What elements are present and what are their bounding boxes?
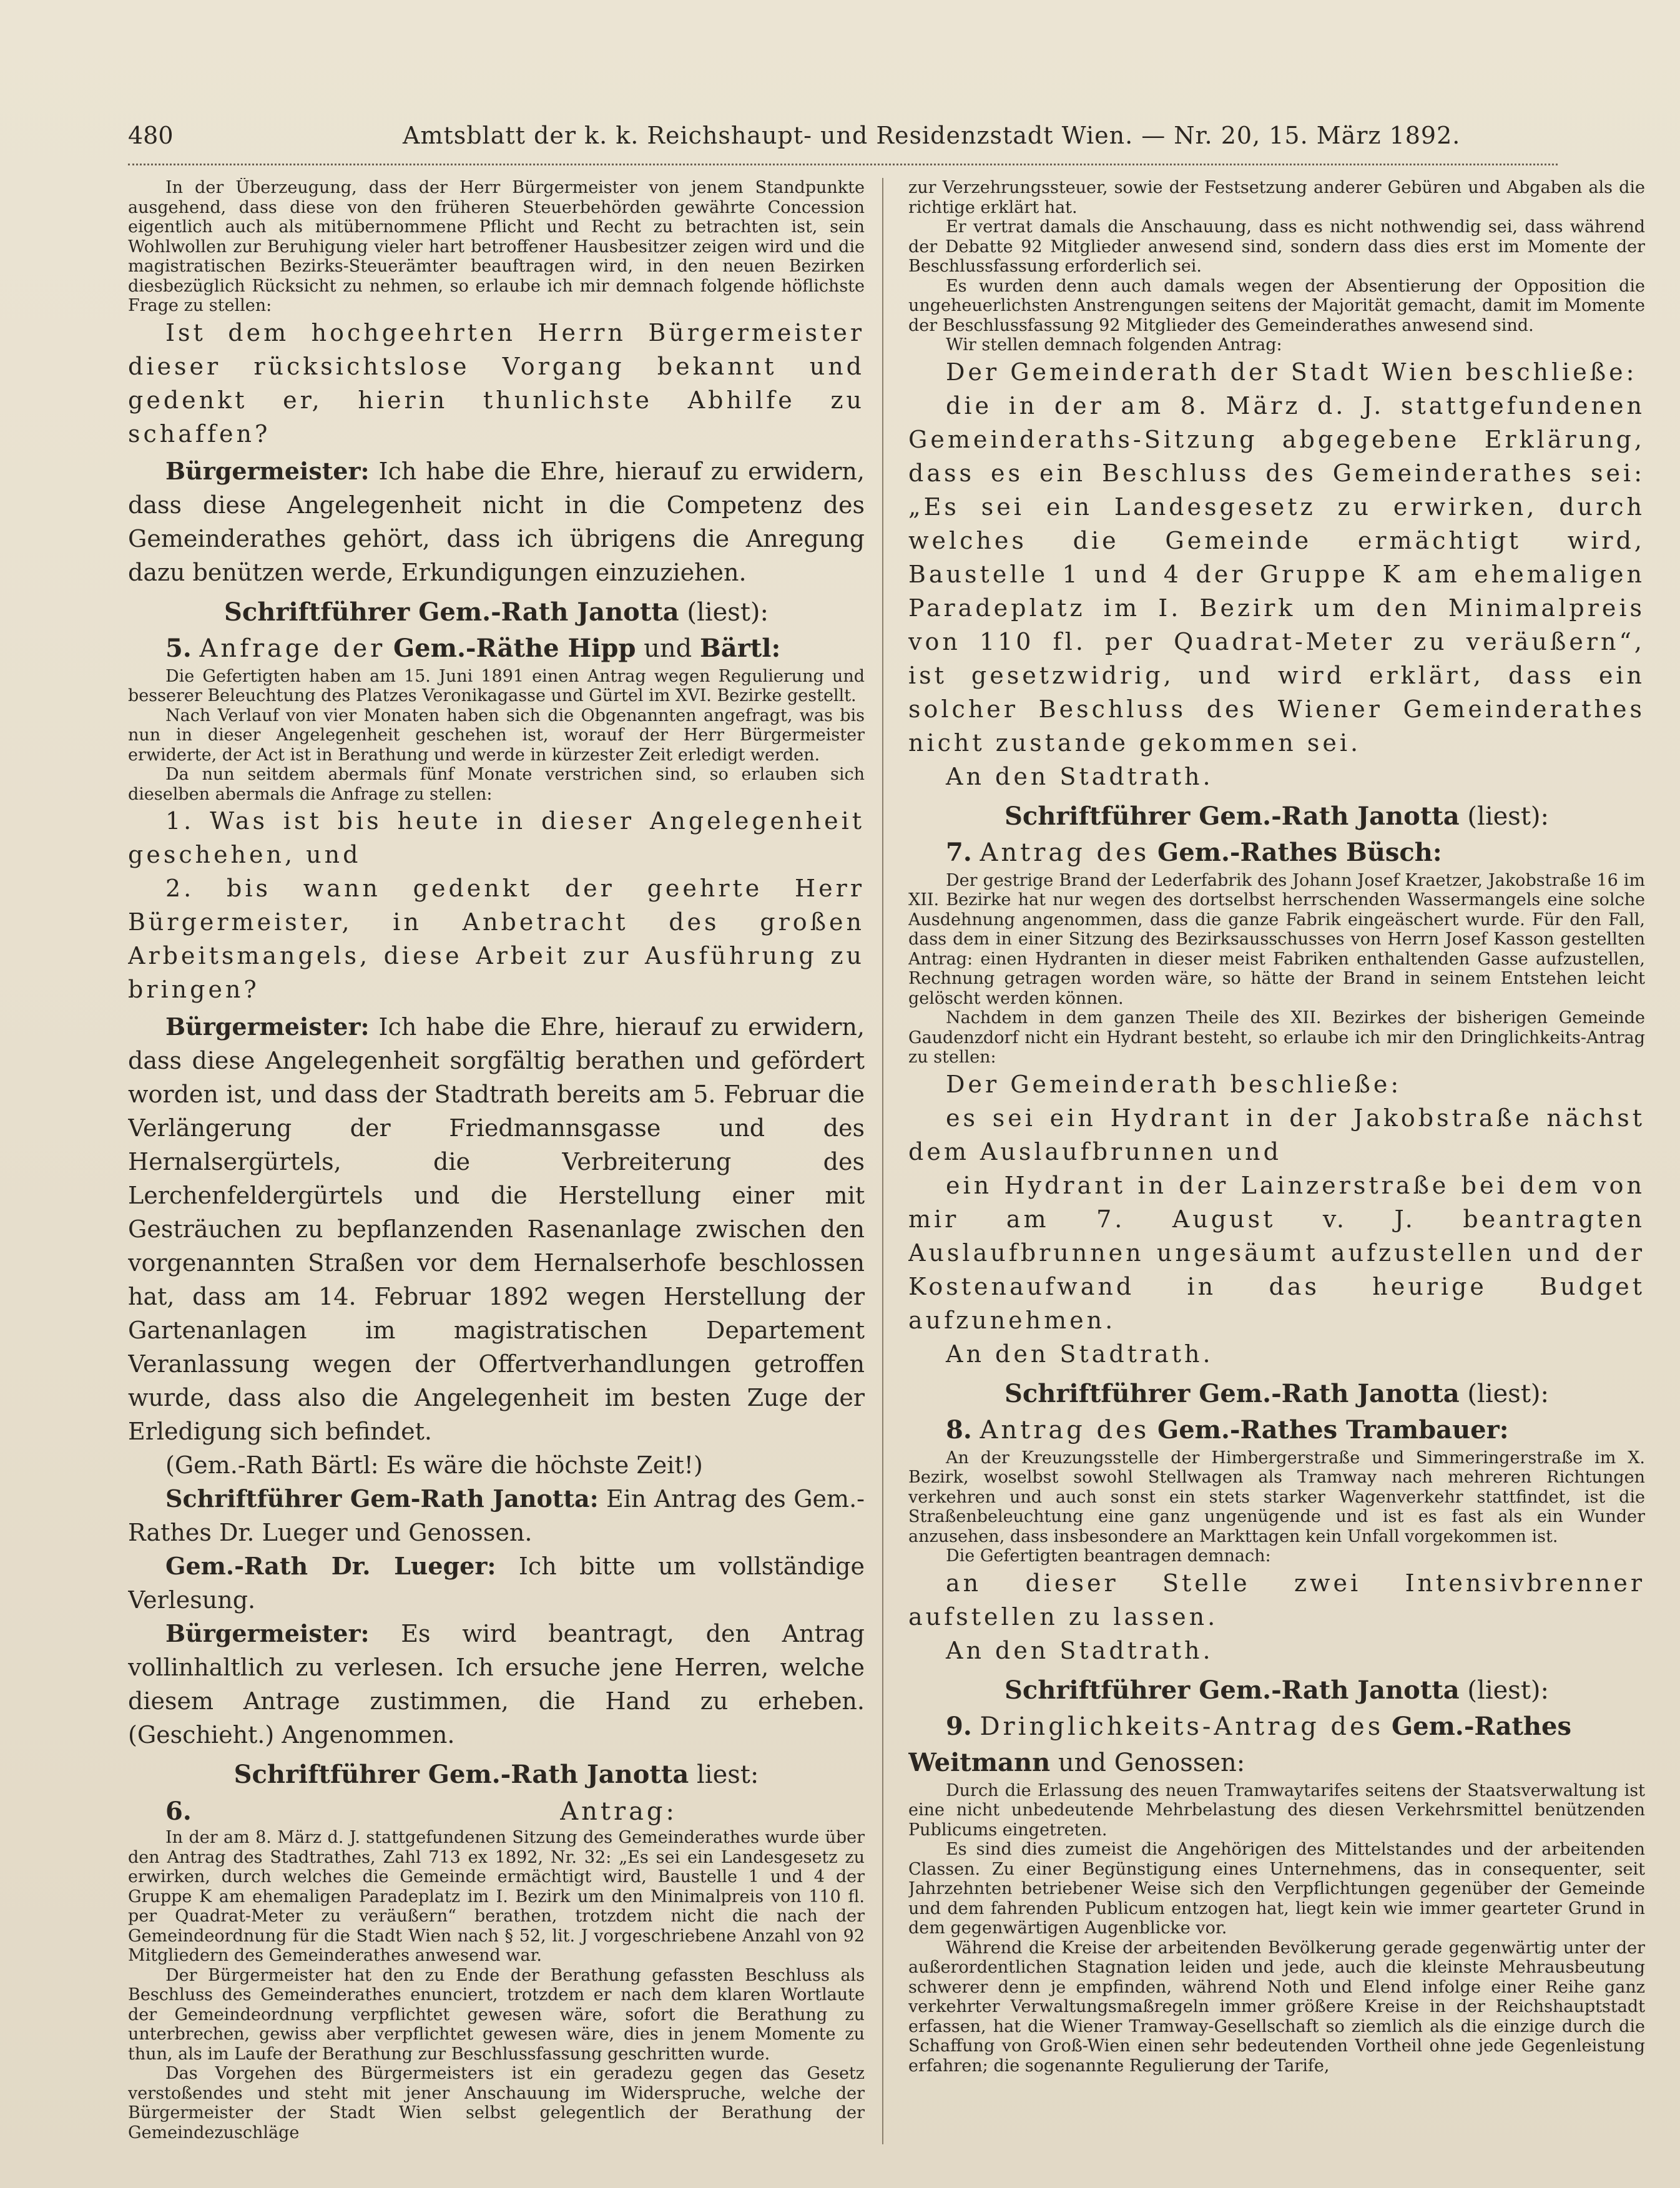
speech-text: Ich bitte um vollständige Verlesung. [128, 1553, 865, 1614]
question-1: 1. Was ist bis heute in dieser Angelegenheit geschehen, und [128, 807, 865, 868]
speaker-name: Gem.-Rath Dr. Lueger: [165, 1552, 496, 1580]
paragraph: zur Verzehrungssteuer, sowie der Festsetzung anderer Gebüren und Abgaben als die richtige erklärt hat. [908, 178, 1645, 217]
page-header [128, 122, 1558, 153]
paragraph: Es sind dies zumeist die Angehörigen des Mittelstandes und der arbeitenden Classen. Zu einer Begünstigung eines Unternehmens, das in consequenter, seit Jahrzehnten betriebener Weise sich den Verpflichtungen gegenüber der Gemeinde und dem fahrenden Publicum entzogen hat, liegt kein wie immer gearteter Grund in dem gegenwärtigen Augenblicke vor. [908, 1840, 1645, 1938]
secretary-heading [908, 1376, 1645, 1412]
speech-paragraph [128, 1617, 865, 1752]
speech-paragraph [128, 454, 865, 589]
item-number: 6. [165, 1797, 192, 1826]
heading-bold: Schriftführer Gem.-Rath Janotta [224, 597, 679, 627]
heading-rest: liest: [697, 1760, 759, 1789]
secretary-heading [908, 798, 1645, 835]
question-paragraph: Ist dem hochgeehrten Herrn Bürgermeister dieser rücksichtslose Vorgang bekannt und gedenkt er, hierin thunlichste Abhilfe zu schaffen? [128, 318, 865, 448]
paragraph: Der Bürgermeister hat den zu Ende der Berathung gefassten Beschluss als Beschluss des Gemeinderathes enunciert, trotzdem er nach dem klaren Wortlaute der Gemeindeordnung verpflichtet gewesen wäre, sofort die Berathung zu unterbrechen, gewiss aber verpflichtet gewesen wäre, dies in jenem Momente zu thun, als im Laufe der Berathung zur Beschlussfassung geschritten wurde. [128, 1965, 865, 2064]
speech-text: Ich habe die Ehre, hierauf zu erwidern, dass diese Angelegenheit nicht in die Competenz des Gemeinderathes gehört, dass ich übrigens die Anregung dazu benützen werde, Erkundigungen einzuziehen. [128, 457, 865, 586]
item-conj: und [644, 634, 692, 663]
paragraph: Nach Verlauf von vier Monaten haben sich die Obgenannten angefragt, was bis nun in dieser Angelegenheit geschehen ist, worauf der Herr Bürgermeister erwiderte, der Act ist in Berathung und werde in kürzester Zeit erledigt werden. [128, 705, 865, 765]
paragraph: Durch die Erlassung des neuen Tramwaytarifes seitens der Staatsverwaltung ist eine nicht unbedeutende Mehrbelastung des diesen Verkehrsmittel benützenden Publicums eingetreten. [908, 1780, 1645, 1840]
paragraph: Da nun seitdem abermals fünf Monate verstrichen sind, so erlauben sich dieselben abermals die Anfrage zu stellen: [128, 765, 865, 804]
heading-bold: Schriftführer Gem.-Rath Janotta [233, 1760, 689, 1789]
motion-text: die in der am 8. März d. J. stattgefundenen Gemeinderaths-Sitzung abgegebene Erklärung, dass es ein Beschluss des Gemeinderathes sei: „Es sei ein Landesgesetz zu erwirken, durch welches die Gemeinde ermächtigt wird, Baustelle 1 und 4 der Gruppe K am ehemaligen Paradeplatz im I. Bezirk um den Minimalpreis von 110 fl. per Quadrat-Meter zu veräußern“, ist gesetzwidrig, und wird erklärt, dass ein solcher Beschluss des Wiener Gemeinderathes nicht zustande gekommen sei. [908, 391, 1645, 757]
item-label: Anfrage der [199, 634, 386, 663]
column-divider [882, 178, 883, 2144]
paragraph: In der am 8. März d. J. stattgefundenen Sitzung des Gemeinderathes wurde über den Antrag des Stadtrathes, Zahl 713 ex 1892, Nr. 32: „Es sei ein Landesgesetz zu erwirken, durch welches die Gemeinde ermächtigt wird, Baustelle 1 und 4 der Gruppe K am ehemaligen Paradeplatz im I. Bezirk um den Minimalpreis von 110 fl. per Quadrat-Meter zu veräußern“ berathen, trotzdem nicht die nach der Gemeindeordnung für die Stadt Wien nach § 52, lit. J vorgeschriebene Anzahl von 92 Mitgliedern des Gemeinderathes anwesend war. [128, 1828, 865, 1965]
item-label: Antrag des [980, 838, 1150, 867]
paragraph: Das Vorgehen des Bürgermeisters ist ein geradezu gegen das Gesetz verstoßendes und steht mit jener Anschauung im Widerspruche, welche der Bürgermeister der Stadt Wien selbst gelegentlich der Berathung der Gemeindezuschläge [128, 2064, 865, 2142]
item-7-heading [908, 835, 1645, 871]
paragraph: Während die Kreise der arbeitenden Bevölkerung gerade gegenwärtig unter der außerordentlichen Stagnation leiden und jede, auch die kleinste Mehrausbeutung schwerer denn je empfinden, während Noth und Elend infolge einer Reihe ganz verkehrter Verwaltungsmaßregeln immer größere Kreise in der Reichshauptstadt erfassen, hat die Wiener Tramway-Gesellschaft so ziemlich als die einzige durch die Schaffung von Groß-Wien einen sehr bedeutenden Vortheil ohne jede Gegenleistung erfahren; die sogenannte Regulierung der Tarife, [908, 1938, 1645, 2076]
heading-rest: (liest): [1467, 802, 1549, 831]
item-rest: und Genossen: [1058, 1748, 1245, 1777]
motion-text: an dieser Stelle zwei Intensivbrenner aufstellen zu lassen. [908, 1569, 1645, 1631]
right-column [908, 178, 1645, 2144]
paragraph: Wir stellen demnach folgenden Antrag: [946, 335, 1282, 355]
paragraph: Nachdem in dem ganzen Theile des XII. Bezirkes der bisherigen Gemeinde Gaudenzdorf nicht ein Hydrant besteht, so erlaube ich mir den Dringlichkeits-Antrag zu stellen: [908, 1008, 1645, 1067]
speech-paragraph [128, 1482, 865, 1549]
item-8-heading [908, 1412, 1645, 1448]
interjection: (Gem.-Rath Bärtl: Es wäre die höchste Zeit!) [165, 1451, 703, 1479]
motion-addressee: An den Stadtrath. [946, 1340, 1214, 1368]
question-2: 2. bis wann gedenkt der geehrte Herr Bürgermeister, in Anbetracht des großen Arbeitsmangels, diese Arbeit zur Ausführung zu bringen? [128, 875, 865, 1003]
motion-line: Der Gemeinderath der Stadt Wien beschließe: [946, 358, 1638, 386]
heading-rest: (liest): [1467, 1675, 1549, 1705]
speaker-name: Bürgermeister: [165, 1619, 370, 1647]
item-number: 9. [946, 1711, 972, 1741]
item-label: Antrag des [980, 1415, 1150, 1445]
item-names: Gem.-Rathes Weitmann [908, 1711, 1572, 1777]
page-number: 480 [128, 122, 174, 149]
running-title: Amtsblatt der k. k. Reichshaupt- und Residenzstadt Wien. — Nr. 20, 15. März 1892. [403, 122, 1461, 149]
motion-addressee: An den Stadtrath. [946, 762, 1214, 790]
heading-bold: Schriftführer Gem.-Rath Janotta [1005, 801, 1460, 831]
header-rule [128, 164, 1558, 165]
speaker-name: Schriftführer Gem-Rath Janotta: [165, 1484, 599, 1513]
speaker-name: Bürgermeister: [165, 1013, 370, 1041]
paragraph: Der gestrige Brand der Lederfabrik des Johann Josef Kraetzer, Jakobstraße 16 im XII. Bezirke hat nur wegen des dortselbst herrschenden Wassermangels eine solche Ausdehnung angenommen, dass die ganze Fabrik eingeäschert wurde. Für den Fall, dass dem in einer Sitzung des Bezirksausschusses von Herrn Josef Kasson gestellten Antrag: einen Hydranten in dieser meist Fabriken enthaltenden Gasse aufzustellen, Rechnung getragen worden wäre, so hätte der Brand in seinem Entstehen leicht gelöscht werden können. [908, 870, 1645, 1008]
paragraph: Die Gefertigten beantragen demnach: [946, 1546, 1271, 1566]
speaker-name: Bürgermeister: [165, 456, 370, 485]
motion-text: es sei ein Hydrant in der Jakobstraße nächst dem Auslaufbrunnen und [908, 1104, 1645, 1165]
item-names: Gem.-Räthe Hipp [393, 633, 636, 663]
speech-text: Ein Antrag des Gem.-Rathes Dr. Lueger und Genossen. [128, 1485, 865, 1546]
item-label: Dringlichkeits-Antrag des [980, 1712, 1384, 1741]
item-5-heading [128, 630, 865, 667]
paragraph: Er vertrat damals die Anschauung, dass es nicht nothwendig sei, dass während der Debatte 92 Mitglieder anwesend sind, sondern dass dies erst im Momente der Beschlussfassung erforderlich sei. [908, 217, 1645, 276]
heading-bold: Schriftführer Gem.-Rath Janotta [1005, 1378, 1460, 1408]
item-names: Gem.-Rathes Büsch: [1157, 837, 1442, 867]
paragraph: An der Kreuzungsstelle der Himbergerstraße und Simmeringerstraße im X. Bezirk, woselbst sowohl Stellwagen als Tramway nach mehreren Richtungen verkehren und auch sonst ein stets starker Wagenverkehr stattfindet, ist die Straßenbeleuchtung eine ganz ungenügende und ist es fast als ein Wunder anzusehen, dass insbesondere an Markttagen kein Unfall vorgekommen ist. [908, 1448, 1645, 1546]
item-6-heading [128, 1795, 865, 1828]
speech-text: Ich habe die Ehre, hierauf zu erwidern, dass diese Angelegenheit sorgfältig berathen und gefördert worden ist, und dass der Stadtrath bereits am 5. Februar die Verlängerung der Friedmannsgasse und des Hernalsergürtels, die Verbreiterung des Lerchenfeldergürtels und die Herstellung einer mit Gesträuchen zu bepflanzenden Rasenanlage zwischen den vorgenannten Straßen vor dem Hernalserhofe beschlossen hat, dass am 14. Februar 1892 wegen Herstellung der Gartenanlagen im magistratischen Departement Veranlassung wegen der Offertverhandlungen getroffen wurde, dass also die Angelegenheit im besten Zuge der Erledigung sich befindet. [128, 1013, 865, 1445]
speech-paragraph [128, 1549, 865, 1617]
secretary-heading [128, 594, 865, 630]
speech-paragraph [128, 1010, 865, 1448]
motion-addressee: An den Stadtrath. [946, 1636, 1214, 1664]
item-label: Antrag: [560, 1797, 677, 1826]
secretary-heading [128, 1757, 865, 1793]
paragraph: Die Gefertigten haben am 15. Juni 1891 einen Antrag wegen Regulierung und besserer Beleuchtung des Platzes Veronikagasse und Gürtel im XVI. Bezirke gestellt. [128, 666, 865, 705]
paragraph: Es wurden denn auch damals wegen der Absentierung der Opposition die ungeheuerlichsten Anstrengungen seitens der Majorität gemacht, damit im Momente der Beschlussfassung 92 Mitglieder des Gemeinderathes anwesend sind. [908, 276, 1645, 335]
paragraph: In der Überzeugung, dass der Herr Bürgermeister von jenem Standpunkte ausgehend, dass diese von den früheren Steuerbehörden gewährte Concession eigentlich auch als mitübernommene Pflicht und Recht zu betrachten ist, sein Wohlwollen zur Beruhigung vieler hart betroffener Hausbesitzer zeigen wird und die magistratischen Bezirks-Steuerämter beauftragen wird, in den neuen Bezirken diesbezüglich Rücksicht zu nehmen, so erlaube ich mir demnach folgende höflichste Frage zu stellen: [128, 178, 865, 315]
motion-line: Der Gemeinderath beschließe: [946, 1070, 1402, 1098]
heading-rest: (liest): [687, 597, 769, 627]
item-names: Gem.-Rathes Trambauer: [1157, 1415, 1509, 1445]
speech-text: Es wird beantragt, den Antrag vollinhaltlich zu verlesen. Ich ersuche jene Herren, welche diesem Antrage zustimmen, die Hand zu erheben. (Geschieht.) Angenommen. [128, 1620, 865, 1749]
item-number: 8. [946, 1415, 972, 1445]
heading-rest: (liest): [1467, 1379, 1549, 1408]
motion-text: ein Hydrant in der Lainzerstraße bei dem von mir am 7. August v. J. beantragten Auslaufbrunnen ungesäumt aufzustellen und der Kostenaufwand in das heurige Budget aufzunehmen. [908, 1171, 1645, 1334]
heading-bold: Schriftführer Gem.-Rath Janotta [1005, 1675, 1460, 1705]
left-column [128, 178, 865, 2144]
item-names-2: Bärtl: [700, 633, 781, 663]
item-number: 7. [946, 837, 972, 867]
item-9-heading [908, 1709, 1645, 1781]
item-number: 5. [165, 633, 192, 663]
secretary-heading [908, 1672, 1645, 1709]
